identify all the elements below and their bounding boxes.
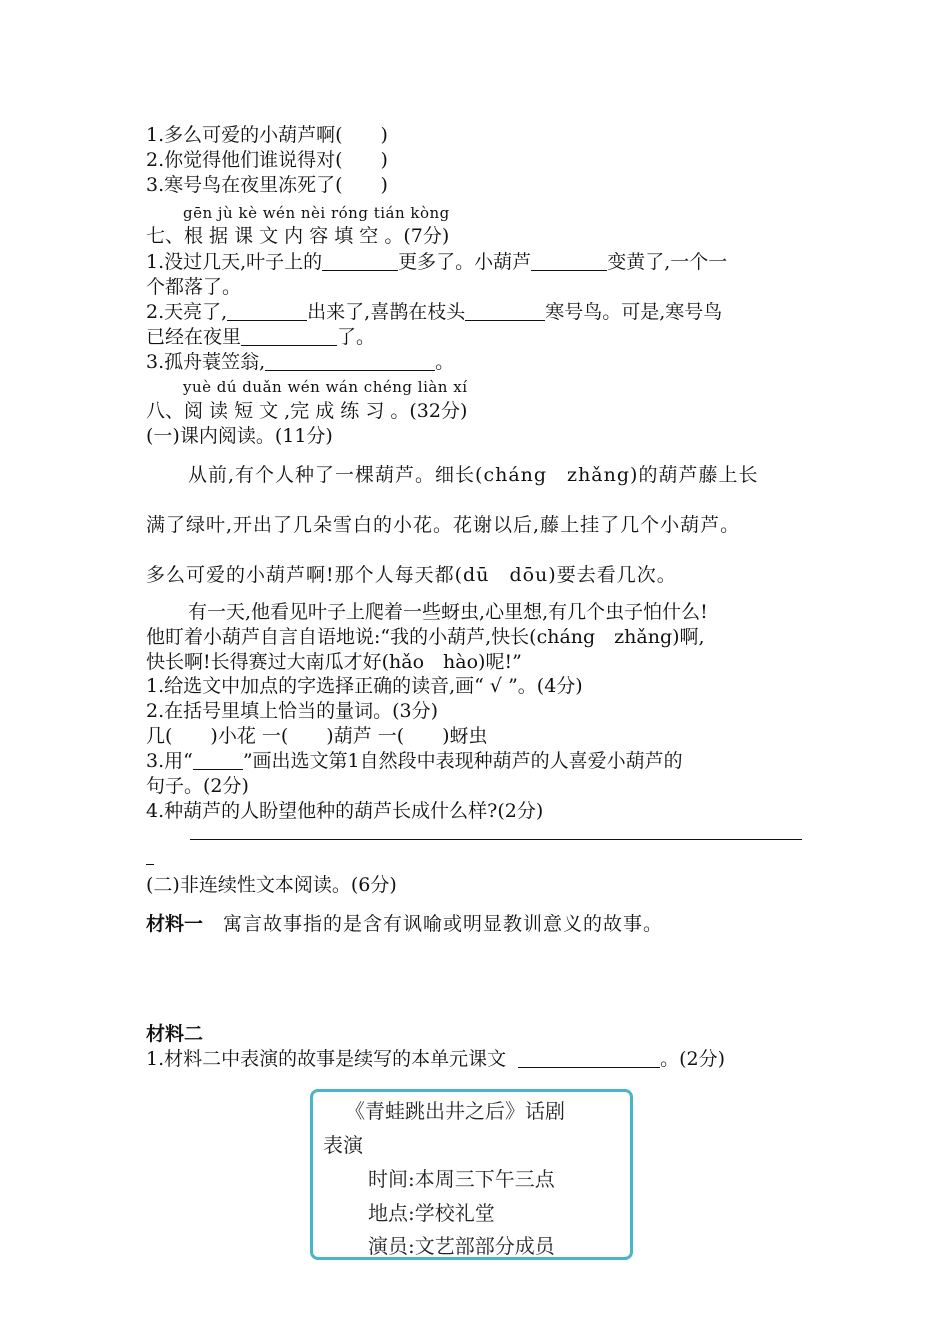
q1-continued: 个都落了。 [146, 276, 242, 298]
q1-text-b: 更多了。小葫芦 [398, 251, 532, 273]
passage-line-2: 满了绿叶,开出了几朵雪白的小花。花谢以后,藤上挂了几个小葫芦。 [146, 514, 741, 536]
q3-text-b: 。 [435, 351, 455, 373]
q2-continued [146, 325, 375, 349]
underline-sample [193, 757, 243, 770]
q3-text-b: ”画出选文第1自然段中表现种葫芦的人喜爱小葫芦的 [242, 750, 683, 772]
poster-cast: 演员:文艺部部分成员 [368, 1234, 555, 1258]
measure-word-fill: 几( )小花 一( )葫芦 一( )蚜虫 [146, 725, 488, 747]
judge-item-1: 1.多么可爱的小葫芦啊( ) [146, 124, 388, 146]
poster-box [310, 1089, 633, 1260]
passage-p2-line-3: 快长啊!长得赛过大南瓜才好(hǎo hào)呢!” [146, 651, 522, 673]
poster-title: 《青蛙跳出井之后》话剧 [345, 1099, 565, 1123]
poster-place: 地点:学校礼堂 [368, 1201, 495, 1225]
part2-title: (二)非连续性文本阅读。(6分) [146, 874, 397, 896]
part1-title: (一)课内阅读。(11分) [146, 425, 333, 447]
q3-text-a: 3.孤舟蓑笠翁, [146, 351, 266, 373]
fill-question-1 [146, 250, 727, 274]
answer-blank[interactable] [322, 252, 398, 271]
material-1-label: 材料一 [146, 913, 204, 935]
answer-blank[interactable] [531, 252, 607, 271]
poster-title-cont: 表演 [323, 1133, 363, 1157]
material-2-question [146, 1047, 725, 1071]
q1-text-c: 变黄了,一个一 [607, 251, 728, 273]
section7-heading: 七、根 据 课 文 内 容 填 空 。(7分) [146, 225, 450, 247]
passage-line-3: 多么可爱的小葫芦啊!那个人每天都(dū dōu)要去看几次。 [146, 564, 677, 586]
judge-item-2: 2.你觉得他们谁说得对( ) [146, 149, 388, 171]
fill-question-3 [146, 350, 454, 374]
poster-time: 时间:本周三下午三点 [368, 1167, 555, 1191]
passage-line-1: 从前,有个人种了一棵葫芦。细长(cháng zhǎng)的葫芦藤上长 [188, 464, 759, 486]
passage-p2-line-2: 他盯着小葫芦自言自语地说:“我的小葫芦,快长(cháng zhǎng)啊, [146, 626, 705, 648]
judge-item-3: 3.寒号鸟在夜里冻死了( ) [146, 174, 388, 196]
fill-question-2 [146, 300, 722, 324]
q2-text-e: 了。 [337, 326, 376, 348]
passage-p2-line-1: 有一天,他看见叶子上爬着一些蚜虫,心里想,有几个虫子怕什么! [188, 601, 708, 623]
material-1-text: 寓言故事指的是含有讽喻或明显教训意义的故事。 [223, 913, 664, 935]
material-1 [146, 912, 663, 936]
q2-text-b: 出来了,喜鹊在枝头 [307, 301, 466, 323]
q3-text-a: 3.用“ [146, 750, 193, 772]
reading-question-4: 4.种葫芦的人盼望他种的葫芦长成什么样?(2分) [146, 800, 544, 822]
q1-text-a: 1.没过几天,叶子上的 [146, 251, 323, 273]
answer-line[interactable] [190, 839, 802, 840]
reading-question-3-cont: 句子。(2分) [146, 775, 249, 797]
reading-question-1: 1.给选文中加点的字选择正确的读音,画“ √ ”。(4分) [146, 675, 583, 697]
answer-blank[interactable] [241, 327, 337, 346]
m2-q1-text-a: 1.材料二中表演的故事是续写的本单元课文 [146, 1048, 507, 1070]
answer-blank[interactable] [265, 352, 435, 371]
m2-q1-text-b: 。(2分) [660, 1048, 726, 1070]
reading-question-2: 2.在括号里填上恰当的量词。(3分) [146, 700, 439, 722]
q2-text-a: 2.天亮了, [146, 301, 228, 323]
section8-heading: 八、阅 读 短 文 ,完 成 练 习 。(32分) [146, 400, 468, 422]
short-rule [146, 864, 154, 865]
answer-blank[interactable] [518, 1049, 660, 1068]
section8-pinyin: yuè dú duǎn wén wán chéng liàn xí [183, 378, 468, 396]
reading-question-3 [146, 749, 683, 773]
answer-blank[interactable] [465, 302, 545, 321]
section7-pinyin: gēn jù kè wén nèi róng tián kòng [183, 204, 450, 222]
answer-blank[interactable] [227, 302, 307, 321]
material-2-label: 材料二 [146, 1023, 204, 1045]
q2-text-c: 寒号鸟。可是,寒号鸟 [545, 301, 723, 323]
q2-text-d: 已经在夜里 [146, 326, 242, 348]
